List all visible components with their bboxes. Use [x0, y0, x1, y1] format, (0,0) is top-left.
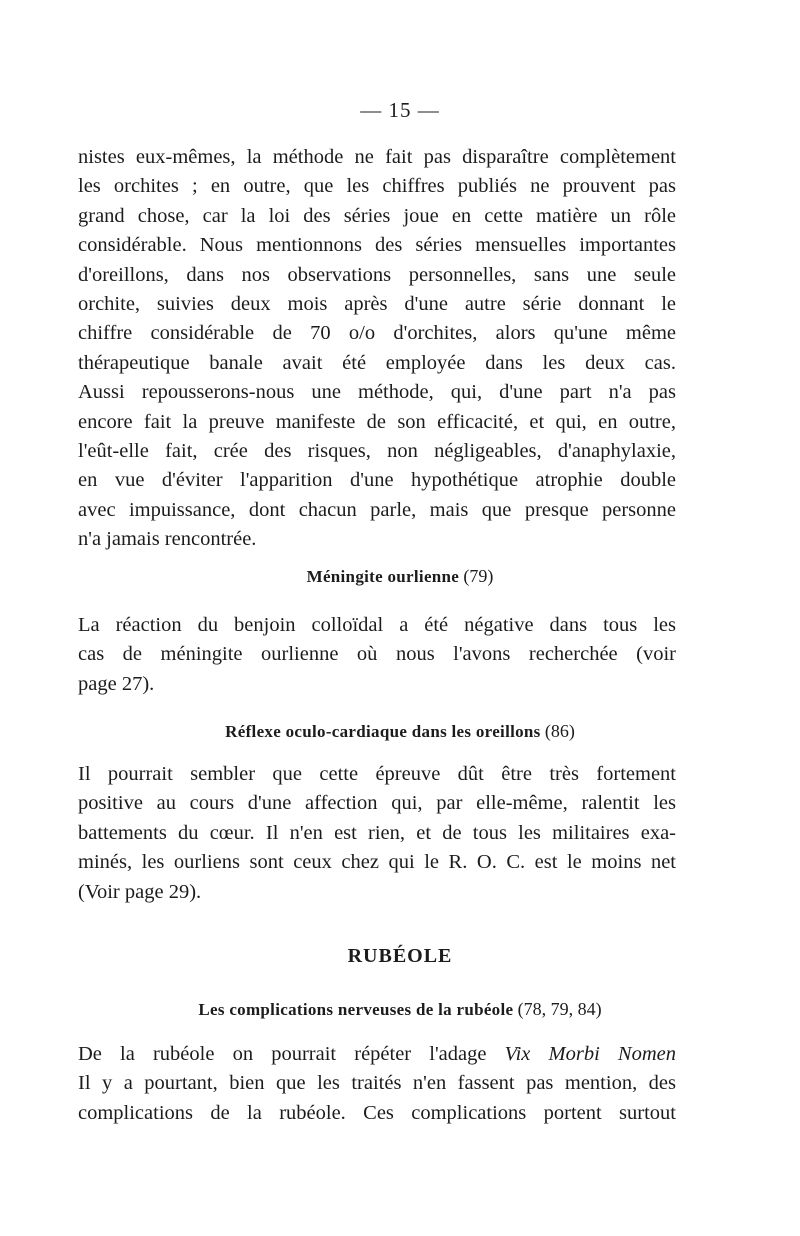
text-line: complications de la rubéole. Ces complications portent surtout	[78, 1101, 676, 1124]
text-line: minés, les ourliens sont ceux chez qui le R. O. C. est le moins net	[78, 851, 676, 874]
heading-complications-rubeole	[0, 999, 800, 1020]
page-number: — 15 —	[360, 98, 440, 122]
paragraph-benjoin	[78, 611, 676, 699]
section-title-rubeole: RUBÉOLE	[347, 945, 453, 967]
text-line: d'oreillons, dans nos observations personnelles, sans une seule	[78, 263, 676, 286]
italic-latin-phrase: Vix Morbi Nomen	[504, 1043, 676, 1065]
text-line: considérable. Nous mentionnons des séries mensuelles importantes	[78, 234, 676, 257]
text-line: chiffre considérable de 70 o/o d'orchites, alors qu'une même	[78, 322, 676, 345]
paragraph-rubeole	[78, 1040, 676, 1128]
text-line: encore fait la preuve manifeste de son efficacité, et qui, en outre,	[78, 410, 676, 433]
heading-title: Méningite ourlienne	[306, 567, 460, 586]
text-line: en vue d'éviter l'apparition d'une hypothétique atrophie double	[78, 469, 676, 492]
heading-title: Les complications nerveuses de la rubéole	[198, 1000, 514, 1019]
text-line: Il y a pourtant, bien que les traités n'en fassent pas mention, des	[78, 1072, 676, 1095]
heading-reference: (86)	[544, 721, 575, 741]
heading-reflexe-oculo-cardiaque	[0, 721, 800, 742]
text-line: cas de méningite ourlienne où nous l'avons recherchée (voir	[78, 643, 676, 666]
text-line: avec impuissance, dont chacun parle, mais que presque personne	[78, 498, 676, 521]
text-line: Aussi repousserons-nous une méthode, qui, d'une part n'a pas	[78, 381, 676, 404]
text-line: l'eût-elle fait, crée des risques, non négligeables, d'anaphylaxie,	[78, 440, 676, 463]
text-line: grand chose, car la loi des séries joue en cette matière un rôle	[78, 204, 676, 227]
text-line: positive au cours d'une affection qui, par elle-même, ralentit les	[78, 792, 676, 815]
text-line	[78, 1040, 676, 1069]
line-text: De la rubéole on pourrait répéter l'adage	[78, 1043, 487, 1065]
text-line: battements du cœur. Il n'en est rien, et de tous les militaires exa-	[78, 821, 676, 844]
heading-meningite-ourlienne	[0, 566, 800, 587]
heading-title: Réflexe oculo-cardiaque dans les oreillons	[225, 722, 541, 741]
text-line: page 27).	[78, 672, 155, 695]
text-line: n'a jamais rencontrée.	[78, 528, 257, 551]
paragraph-reflexe	[78, 760, 676, 907]
text-line: Il pourrait sembler que cette épreuve dût être très fortement	[78, 763, 676, 785]
heading-reference: (79)	[463, 566, 494, 586]
text-line: les orchites ; en outre, que les chiffres publiés ne prouvent pas	[78, 175, 676, 198]
text-line: La réaction du benjoin colloïdal a été négative dans tous les	[78, 614, 676, 636]
heading-reference: (78, 79, 84)	[517, 999, 602, 1019]
text-line: thérapeutique banale avait été employée dans les deux cas.	[78, 351, 676, 374]
paragraph-orchites	[78, 143, 676, 555]
text-line: (Voir page 29).	[78, 880, 202, 903]
text-line: orchite, suivies deux mois après d'une autre série donnant le	[78, 293, 676, 316]
text-line: nistes eux-mêmes, la méthode ne fait pas disparaître complètement	[78, 146, 676, 168]
